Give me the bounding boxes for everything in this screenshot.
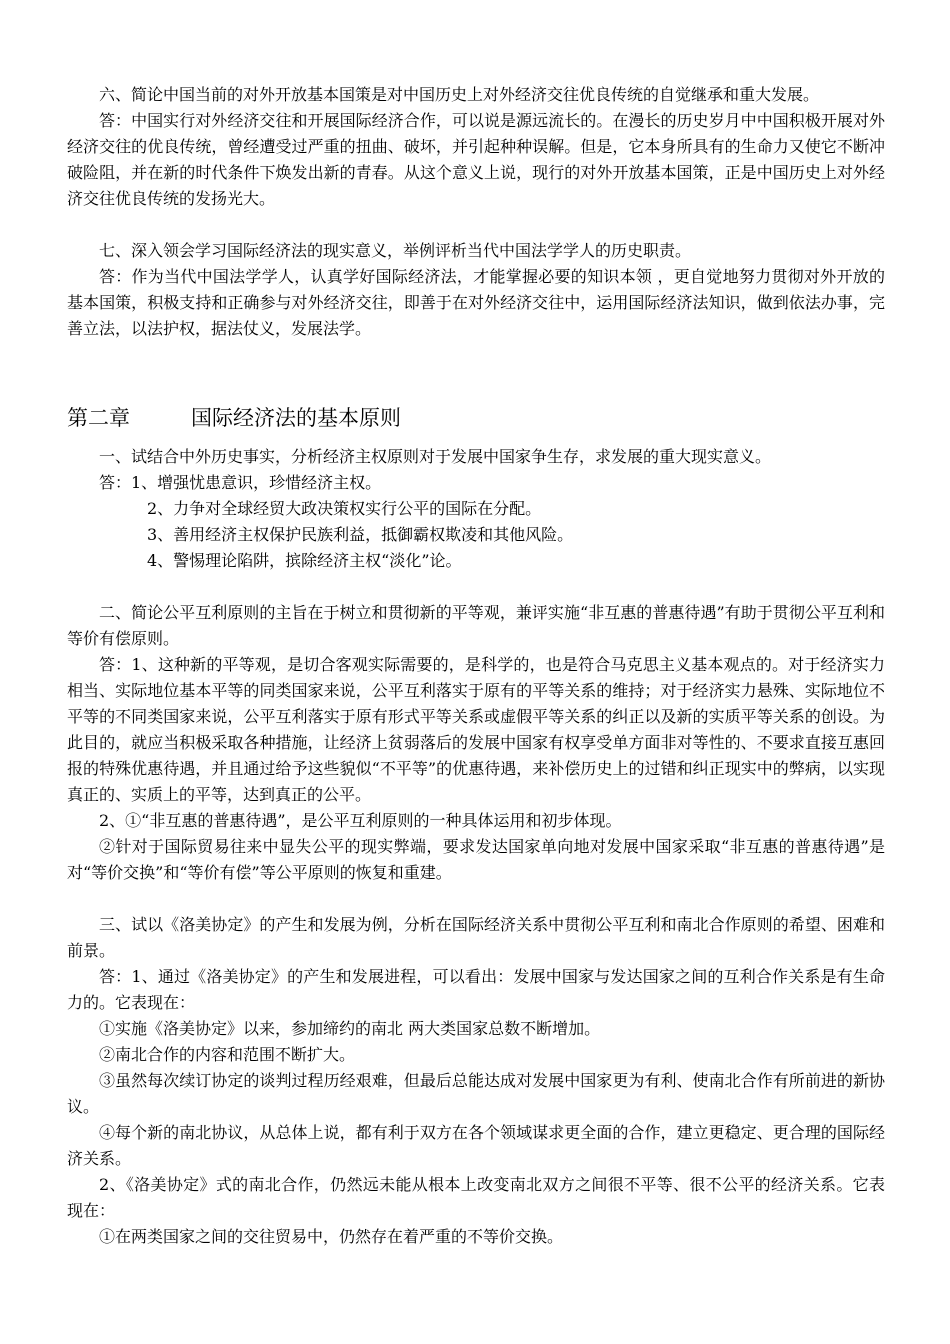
chapter-title: 国际经济法的基本原则 <box>191 406 401 430</box>
chapter-heading <box>67 402 885 434</box>
question-7: 七、深入领会学习国际经济法的现实意义，举例评析当代中国法学学人的历史职责。 <box>99 241 692 260</box>
answer-7: 答：作为当代中国法学学人，认真学好国际经济法，才能掌握必要的知识本领 ，更自觉地努力贯彻对外开放的基本国策，积极支持和正确参与对外经济交往，即善于在对外经济交往中，运用国际经济法知识，做到依法办事，完善立法，以法护权，据法仗义，发展法学。 <box>67 267 885 338</box>
spacer <box>67 886 885 912</box>
ch2-question-1: 一、试结合中外历史事实，分析经济主权原则对于发展中国家争生存，求发展的重大现实意义。 <box>99 447 772 466</box>
spacer <box>67 212 885 238</box>
ch2-answer-3-part-2: ①实施《洛美协定》以来，参加缔约的南北 两大类国家总数不断增加。 <box>99 1019 601 1038</box>
answer-6: 答：中国实行对外经济交往和开展国际经济合作，可以说是源远流长的。在漫长的历史岁月中中国积极开展对外经济交往的优良传统，曾经遭受过严重的扭曲、破坏，并引起种种误解。但是，它本身所具有的生命力又使它不断冲破险阻，并在新的时代条件下焕发出新的青春。从这个意义上说，现行的对外开放基本国策，正是中国历史上对外经济交往优良传统的发扬光大。 <box>67 111 885 208</box>
ch2-answer-3-part-5: ④每个新的南北协议，从总体上说，都有利于双方在各个领域谋求更全面的合作，建立更稳定、更合理的国际经济关系。 <box>67 1123 885 1168</box>
ch2-answer-1-point: 3、善用经济主权保护民族利益，抵御霸权欺凌和其他风险。 <box>147 525 574 544</box>
question-6: 六、简论中国当前的对外开放基本国策是对中国历史上对外经济交往优良传统的自觉继承和重大发展。 <box>99 85 820 104</box>
chapter-number: 第二章 <box>67 406 130 430</box>
ch2-answer-2-part-2: 2、①“非互惠的普惠待遇”，是公平互利原则的一种具体运用和初步体现。 <box>99 811 622 830</box>
ch2-answer-1-point: 4、警惕理论陷阱，摈除经济主权“淡化”论。 <box>147 551 462 570</box>
ch2-answer-2-part-3: ②针对于国际贸易往来中显失公平的现实弊端，要求发达国家单向地对发展中国家采取“非互惠的普惠待遇”是对“等价交换”和“等价有偿”等公平原则的恢复和重建。 <box>67 837 885 882</box>
ch2-answer-3-part-3: ②南北合作的内容和范围不断扩大。 <box>99 1045 356 1064</box>
spacer <box>67 574 885 600</box>
ch2-answer-3-part-7: ①在两类国家之间的交往贸易中，仍然存在着严重的不等价交换。 <box>99 1227 564 1246</box>
spacer <box>67 342 885 394</box>
ch2-question-2: 二、简论公平互利原则的主旨在于树立和贯彻新的平等观，兼评实施“非互惠的普惠待遇”有助于贯彻公平互利和等价有偿原则。 <box>67 603 885 648</box>
ch2-answer-3-part-1: 答：1、通过《洛美协定》的产生和发展进程，可以看出：发展中国家与发达国家之间的互利合作关系是有生命力的。它表现在： <box>67 967 885 1012</box>
ch2-answer-3-part-6: 2、《洛美协定》式的南北合作，仍然远未能从根本上改变南北双方之间很不平等、很不公平的经济关系。它表现在： <box>67 1175 885 1220</box>
ch2-answer-2-part-1: 答：1、这种新的平等观，是切合客观实际需要的，是科学的，也是符合马克思主义基本观点的。对于经济实力相当、实际地位基本平等的同类国家来说，公平互利落实于原有的平等关系的维持；对于经济实力悬殊、实际地位不平等的不同类国家来说，公平互利落实于原有形式平等关系或虚假平等关系的纠正以及新的实质平等关系的创设。为此目的，就应当积极采取各种措施，让经济上贫弱落后的发展中国家有权享受单方面非对等性的、不要求直接互惠回报的特殊优惠待遇，并且通过给予这些貌似“不平等”的优惠待遇，来补偿历史上的过错和纠正现实中的弊病，以实现真正的、实质上的平等，达到真正的公平。 <box>67 655 885 804</box>
ch2-answer-1-point: 2、力争对全球经贸大政决策权实行公平的国际在分配。 <box>147 499 542 518</box>
ch2-question-3: 三、试以《洛美协定》的产生和发展为例，分析在国际经济关系中贯彻公平互利和南北合作原则的希望、困难和前景。 <box>67 915 885 960</box>
document-page <box>67 82 885 1250</box>
ch2-answer-3-part-4: ③虽然每次续订协定的谈判过程历经艰难，但最后总能达成对发展中国家更为有利、使南北合作有所前进的新协议。 <box>67 1071 885 1116</box>
ch2-answer-1-head: 答：1、增强忧患意识，珍惜经济主权。 <box>99 473 382 492</box>
